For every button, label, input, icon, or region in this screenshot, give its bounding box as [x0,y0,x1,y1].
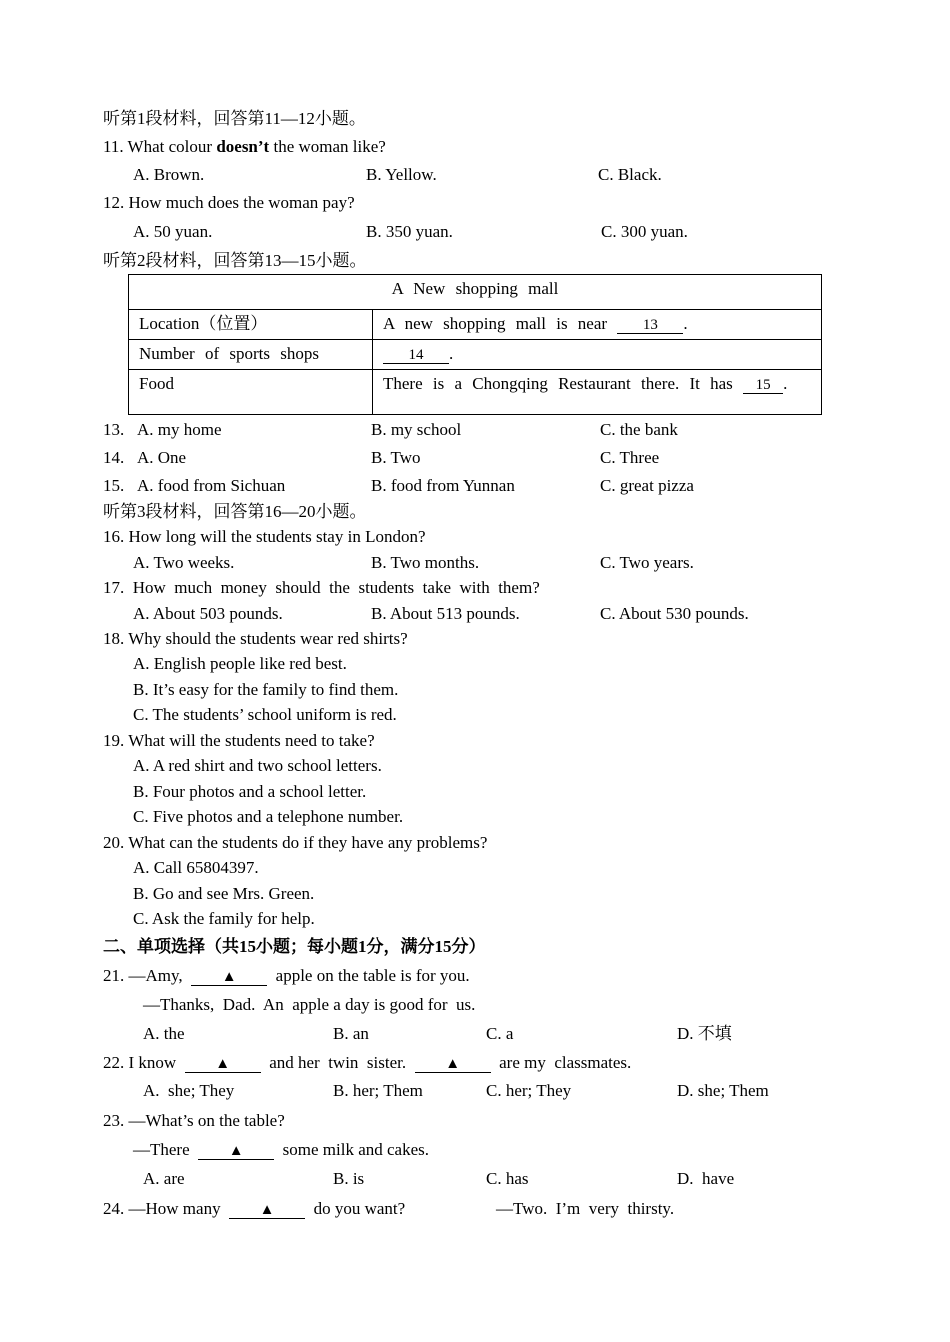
info-table [128,274,822,415]
option: C. The students’ school uniform is red. [133,705,397,724]
blank: 13 [617,317,683,334]
table-label: Food [129,370,373,415]
option: A. A red shirt and two school letters. [133,756,382,775]
text: 22. I know [103,1053,181,1072]
text: do you want? [309,1199,406,1218]
option: A. Call 65804397. [133,858,259,877]
question-20: 20. What can the students do if they have any problems? [103,833,488,852]
option: A. English people like red best. [133,654,347,673]
table-value [373,340,822,370]
option: D. 不填 [677,1024,732,1043]
text: some milk and cakes. [278,1140,429,1159]
option: A. my home [137,420,222,439]
q-text: 11. What colour [103,137,217,156]
table-title: A New shopping mall [129,275,822,310]
option: B. is [333,1169,365,1188]
option: B. my school [371,420,462,439]
question-11 [103,137,386,157]
question-22 [103,1053,631,1073]
section-heading: 听第1段材料，回答第11—12小题。 [103,109,366,128]
text: There is a Chongqing Restaurant there. It has [383,374,744,393]
answer-blank: ▲ [198,1143,274,1160]
blank: 15 [743,377,783,394]
q-number: 13. [103,420,125,439]
answer-blank: ▲ [185,1056,261,1073]
option: D. she; Them [677,1081,769,1100]
option: C. 300 yuan. [601,222,688,241]
option: C. Ask the family for help. [133,909,315,928]
text: —There [133,1140,194,1159]
q-number: 15. [103,476,125,495]
text: 21. —Amy, [103,966,187,985]
option: C. Three [600,448,660,467]
dialogue-line: —Thanks, Dad. An apple a day is good for us. [143,995,476,1014]
option: B. Two [371,448,421,467]
text: apple on the table is for you. [271,966,470,985]
table-label: Number of sports shops [129,340,373,370]
option: B. About 513 pounds. [371,604,520,623]
option: C. About 530 pounds. [600,604,749,623]
option: B. Two months. [371,553,480,572]
question-12: 12. How much does the woman pay? [103,193,355,212]
option: C. Five photos and a telephone number. [133,807,404,826]
text: . [449,344,454,363]
option: A. food from Sichuan [137,476,286,495]
answer-blank: ▲ [415,1056,491,1073]
question-17: 17. How much money should the students take with them? [103,578,540,597]
option: C. a [486,1024,514,1043]
option: B. her; Them [333,1081,423,1100]
question-24 [103,1199,405,1219]
text: and her twin sister. [264,1053,411,1072]
option: C. her; They [486,1081,572,1100]
table-value [373,310,822,340]
option: B. 350 yuan. [366,222,453,241]
option: D. have [677,1169,735,1188]
blank: 14 [383,347,449,364]
option: C. the bank [600,420,678,439]
text: are my classmates. [494,1053,632,1072]
text: 24. —How many [103,1199,225,1218]
table-value [373,370,822,415]
answer-blank: ▲ [191,969,267,986]
option: A. About 503 pounds. [133,604,283,623]
text: . [683,314,688,333]
option: B. Go and see Mrs. Green. [133,884,315,903]
text: . [783,374,788,393]
section-heading: 听第2段材料，回答第13—15小题。 [103,251,367,270]
option: B. It’s easy for the family to find them. [133,680,399,699]
option: B. food from Yunnan [371,476,515,495]
option: C. Black. [598,165,662,184]
section-heading: 听第3段材料，回答第16—20小题。 [103,502,367,521]
question-19: 19. What will the students need to take? [103,731,375,750]
question-18: 18. Why should the students wear red shirts? [103,629,408,648]
text: A new shopping mall is near [383,314,618,333]
q-bold: doesn’t [216,137,270,156]
option: A. the [143,1024,185,1043]
option: B. Four photos and a school letter. [133,782,367,801]
option: C. great pizza [600,476,694,495]
q-number: 14. [103,448,125,467]
option: A. she; They [143,1081,235,1100]
option: A. are [143,1169,185,1188]
question-16: 16. How long will the students stay in London? [103,527,426,546]
dialogue-reply: —Two. I’m very thirsty. [496,1199,675,1218]
option: C. has [486,1169,529,1188]
option: A. Two weeks. [133,553,235,572]
question-21 [103,966,470,986]
option: A. One [137,448,187,467]
option: C. Two years. [600,553,694,572]
option: B. Yellow. [366,165,437,184]
q-text: the woman like? [269,137,386,156]
section-heading: 二、单项选择（共15小题；每小题1分，满分15分） [103,937,486,956]
option: B. an [333,1024,369,1043]
table-label: Location（位置） [129,310,373,340]
question-23: 23. —What’s on the table? [103,1111,285,1130]
dialogue-line [133,1140,429,1160]
option: A. Brown. [133,165,205,184]
answer-blank: ▲ [229,1202,305,1219]
option: A. 50 yuan. [133,222,213,241]
